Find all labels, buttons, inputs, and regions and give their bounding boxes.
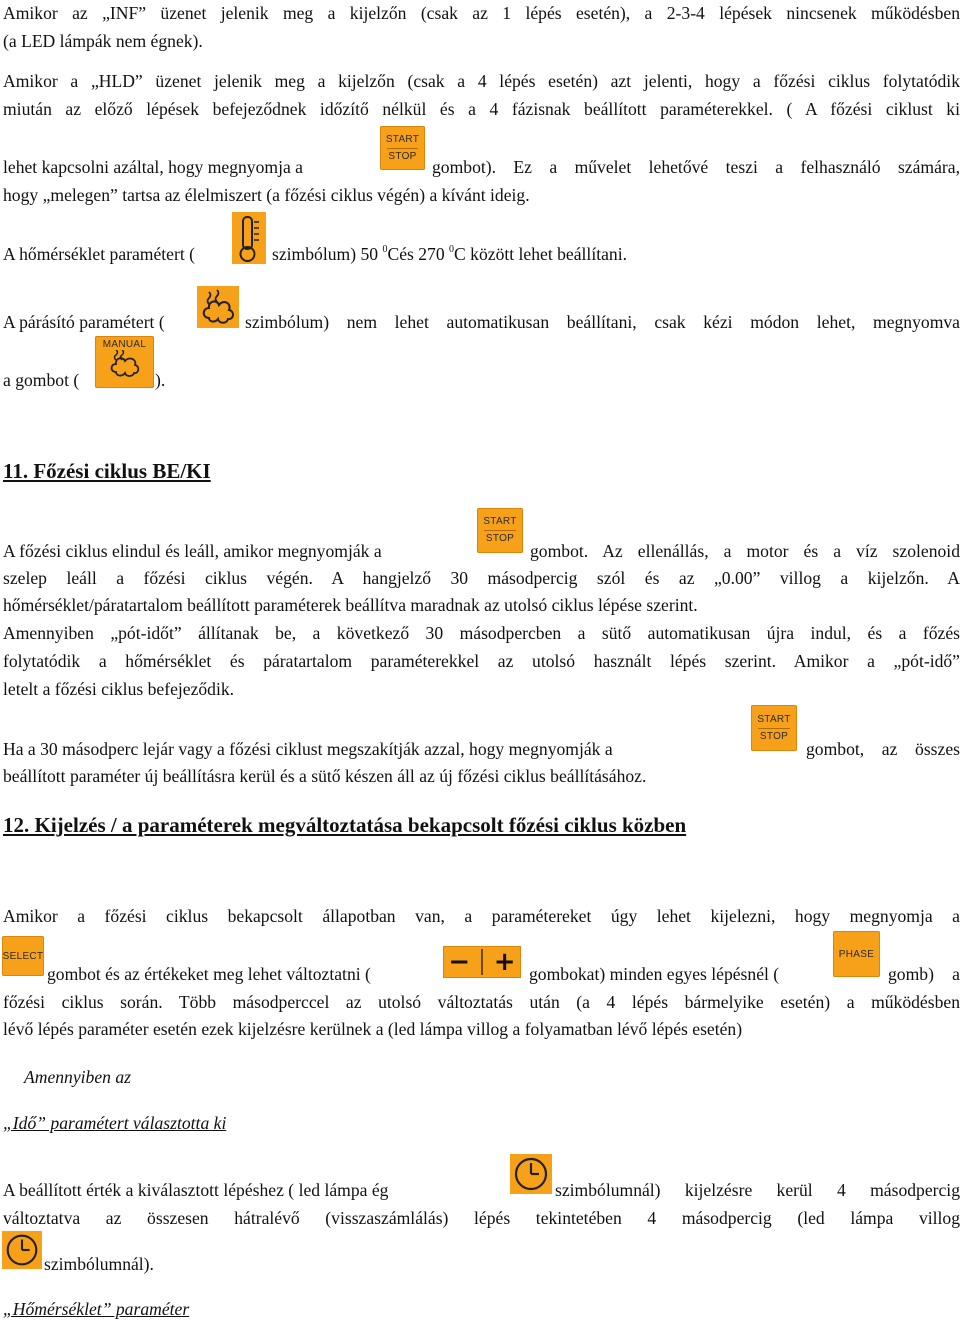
select-button-icon: SELECT: [2, 936, 44, 976]
text-line: szelep leáll a főzési ciklus végén. A hangjelző 30 másodpercig szól és az „0.00” villog a kijelzőn. A: [3, 568, 960, 588]
text-line: szimbólumnál).: [44, 1254, 154, 1274]
text-line: Amennyiben „pót-időt” állítanak be, a következő 30 másodpercben a sütő automatikusan újra indul, és a főzés: [3, 623, 960, 643]
subheading: „Hőmérséklet” paraméter: [3, 1299, 190, 1319]
text-line: A párásító paramétert (: [3, 312, 165, 332]
text-line: gombot és az értékeket meg lehet változtatni (: [47, 964, 371, 984]
text-line: gombot. Az ellenállás, a motor és a víz szolenoid: [530, 541, 960, 561]
text-line: Amikor a főzési ciklus bekapcsolt állapotban van, a paramétereket úgy lehet kijelezni, hogy megnyomja a: [3, 906, 960, 926]
text-line: lévő lépés paraméter esetén ezek kijelzésre kerülnek a (led lámpa villog a folyamatban lévő lépés esetén): [3, 1019, 743, 1039]
start-stop-button-icon: START STOP: [477, 508, 523, 553]
text-line: hőmérséklet/páratartalom beállított paraméterek beállítva maradnak az utolsó ciklus lépése szerint.: [3, 595, 698, 615]
text-line: a gombot (: [3, 370, 80, 390]
clock-icon: [510, 1154, 552, 1194]
text-line: Amikor az „INF” üzenet jelenik meg a kijelzőn (csak az 1 lépés esetén), a 2-3-4 lépések nincsenek működésben: [3, 3, 960, 23]
subheading: „Idő” paramétert választotta ki: [3, 1113, 227, 1133]
text-line: A főzési ciklus elindul és leáll, amikor megnyomják a: [3, 541, 382, 561]
text-line: változtatva az összesen hátralévő (visszaszámlálás) lépés tekintetében 4 másodpercig (led lámpa villog: [3, 1208, 960, 1228]
steam-icon: [197, 286, 239, 328]
clock-icon: [2, 1230, 42, 1270]
thermometer-icon: [232, 212, 266, 264]
phase-button-icon: PHASE: [833, 931, 880, 977]
text-line: beállított paraméter új beállításra kerül és a sütő készen áll az új főzési ciklus beállításához.: [3, 766, 647, 786]
text-line: szimbólumnál) kijelzésre kerül 4 másodpercig: [555, 1180, 960, 1200]
text-line: A beállított érték a kiválasztott lépéshez ( led lámpa ég: [3, 1180, 389, 1200]
text-line: szimbólum) 50 $^0$Cés 270 $^0$C között lehet beállítani.: [272, 244, 627, 264]
text-line: Ha a 30 másodperc lejár vagy a főzési ciklust megszakítják azzal, hogy megnyomják a: [3, 739, 613, 759]
text-line: Amikor a „HLD” üzenet jelenik meg a kijelzőn (csak a 4 lépés esetén) azt jelenti, hogy a főzési ciklus folytatódik: [3, 71, 960, 91]
steam-icon: [108, 350, 142, 380]
text-line: A hőmérséklet paramétert (: [3, 244, 195, 264]
section-heading: 12. Kijelzés / a paraméterek megváltoztatása bekapcsolt főzési ciklus közben: [3, 813, 687, 837]
text-line: letelt a főzési ciklus befejeződik.: [3, 679, 235, 699]
text-line: gombokat) minden egyes lépésnél (: [529, 964, 780, 984]
manual-steam-button-icon: MANUAL: [95, 336, 154, 388]
start-stop-button-icon: START STOP: [751, 705, 797, 751]
text-line: folytatódik a hőmérséklet és páratartalom paraméterekkel az utolsó használt lépés szerint. Amikor a „pót-idő”: [3, 651, 960, 671]
text-line: Amennyiben az: [24, 1067, 131, 1087]
text-line: miután az előző lépések befejeződnek időzítő nélkül és a 4 fázisnak beállított paraméterekkel. ( A főzési ciklust ki: [3, 99, 960, 119]
text-line: gombot). Ez a művelet lehetővé teszi a felhasználó számára,: [432, 157, 960, 177]
start-stop-button-icon: START STOP: [380, 126, 425, 170]
text-line: hogy „melegen” tartsa az élelmiszert (a főzési ciklus végén) a kívánt ideig.: [3, 185, 530, 205]
plus-minus-buttons-icon: − +: [443, 946, 521, 978]
text-line: szimbólum) nem lehet automatikusan beállítani, csak kézi módon lehet, megnyomva: [245, 312, 960, 332]
section-heading: 11. Főzési ciklus BE/KI: [3, 459, 211, 483]
text-line: lehet kapcsolni azáltal, hogy megnyomja a: [3, 157, 303, 177]
text-line: főzési ciklus során. Több másodperccel az utolsó változtatás után (a 4 lépés bármelyike esetén) a működésben: [3, 992, 960, 1012]
text-line: gomb) a: [888, 964, 960, 984]
text-line: (a LED lámpák nem égnek).: [3, 31, 203, 51]
text-line: ).: [155, 370, 166, 390]
text-line: gombot, az összes: [806, 739, 960, 759]
